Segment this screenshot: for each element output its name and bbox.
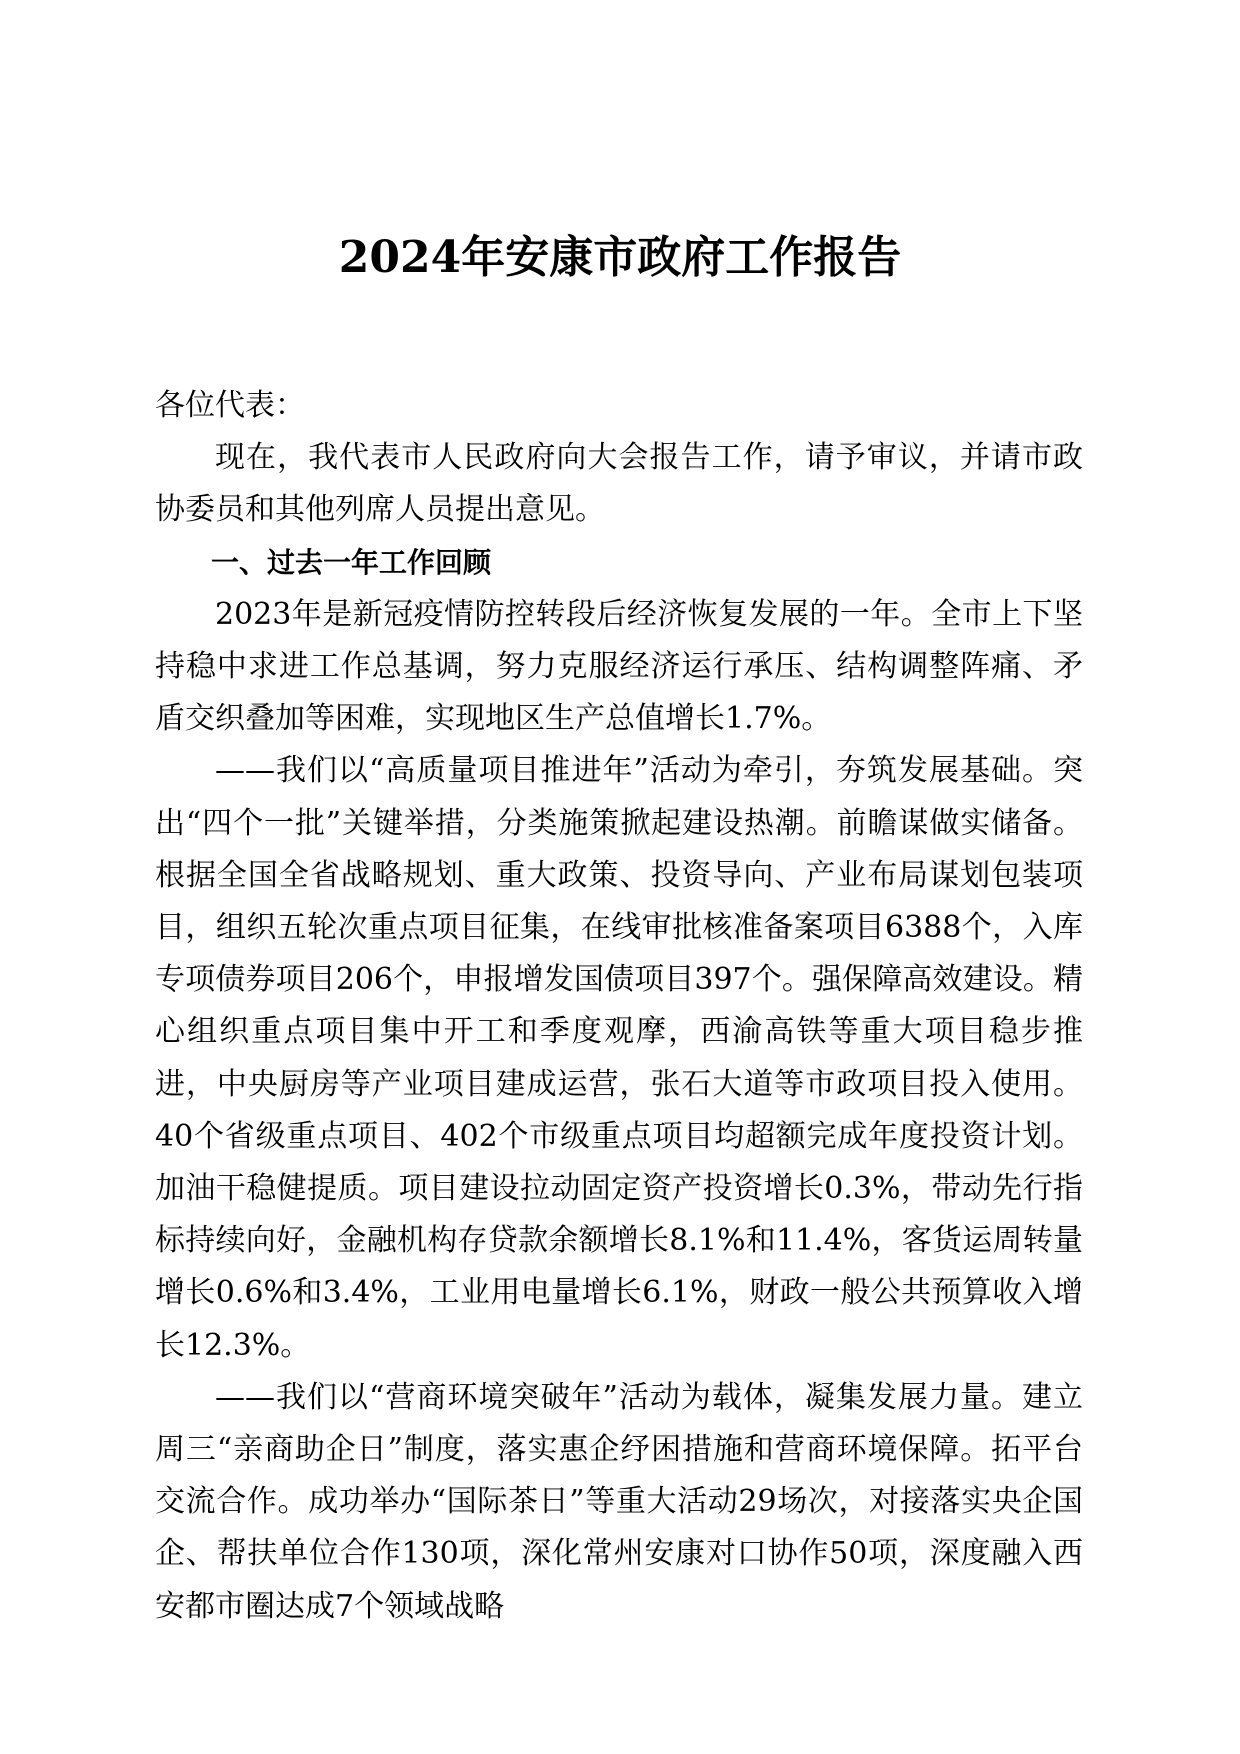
section-heading: 一、过去一年工作回顾	[211, 545, 492, 579]
salutation: 各位代表：	[155, 388, 305, 423]
paragraph-overview: 2023年是新冠疫情防控转段后经济恢复发展的一年。全市上下坚持稳中求进工作总基调，努力克服经济运行承压、结构调整阵痛、矛盾交织叠加等困难，实现地区生产总值增长1.7%。	[155, 596, 1083, 737]
paragraph-projects: ——我们以“高质量项目推进年”活动为牵引，夯筑发展基础。突出“四个一批”关键举措，分类施策掀起建设热潮。前瞻谋做实储备。根据全国全省战略规划、重大政策、投资导向、产业布局谋划包装项目，组织五轮次重点项目征集，在线审批核准备案项目6388个，入库专项债券项目206个，申报增发国债项目397个。强保障高效建设。精心组织重点项目集中开工和季度观摩，西渝高铁等重大项目稳步推进，中央厨房等产业项目建成运营，张石大道等市政项目投入使用。40个省级重点项目、402个市级重点项目均超额完成年度投资计划。加油干稳健提质。项目建设拉动固定资产投资增长0.3%，带动先行指标持续向好，金融机构存贷款余额增长8.1%和11.4%，客货运周转量增长0.6%和3.4%，工业用电量增长6.1%，财政一般公共预算收入增长12.3%。	[155, 753, 1083, 1363]
document-title: 2024年安康市政府工作报告	[338, 232, 902, 283]
paragraph-intro: 现在，我代表市人民政府向大会报告工作，请予审议，并请市政协委员和其他列席人员提出意见。	[155, 440, 1083, 528]
document-body	[155, 380, 1083, 1633]
paragraph-business-environment: ——我们以“营商环境突破年”活动为载体，凝集发展力量。建立周三“亲商助企日”制度，落实惠企纾困措施和营商环境保障。拓平台交流合作。成功举办“国际茶日”等重大活动29场次，对接落实央企国企、帮扶单位合作130项，深化常州安康对口协作50项，深度融入西安都市圈达成7个领域战略	[155, 1379, 1083, 1624]
